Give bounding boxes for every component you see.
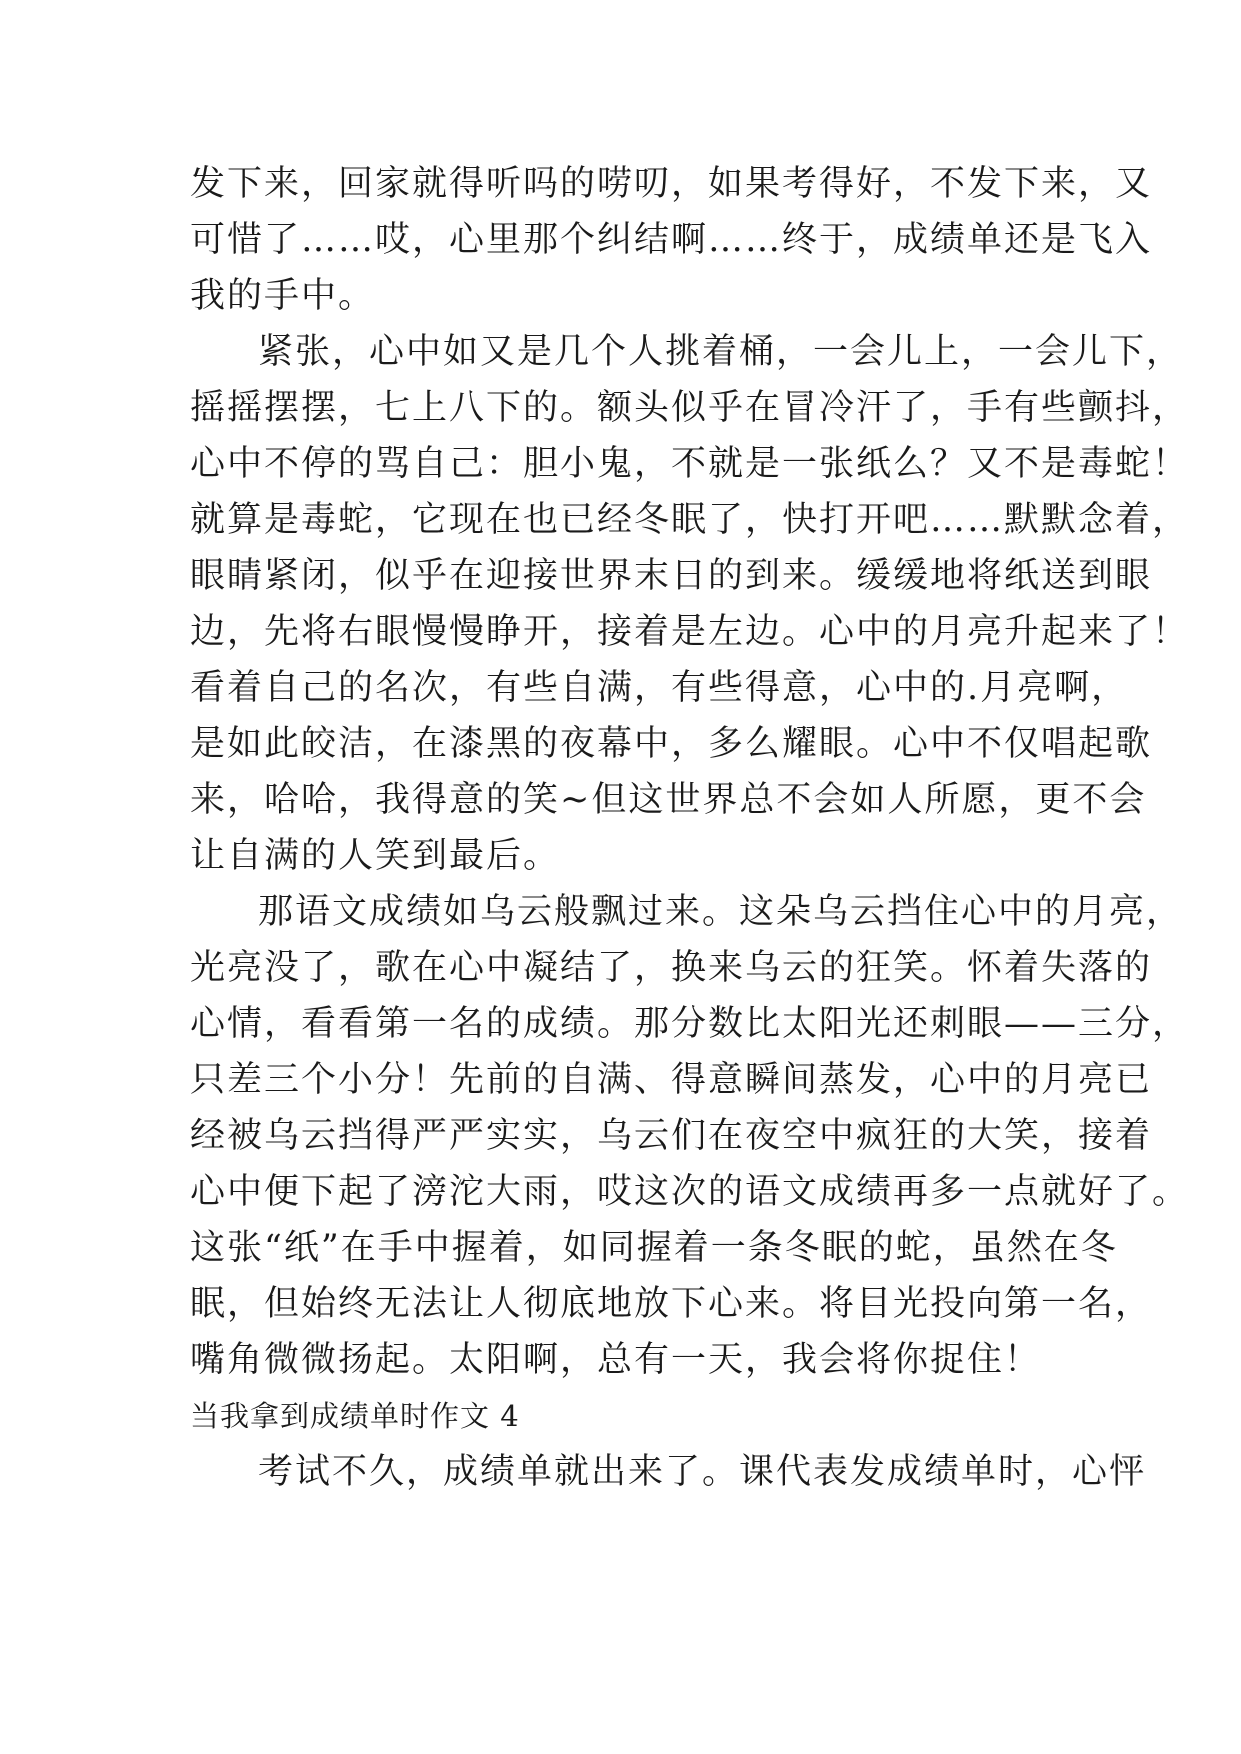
text-line: 来，哈哈，我得意的笑~但这世界总不会如人所愿，更不会 (190, 780, 1147, 820)
text-line: 心中不停的骂自己：胆小鬼，不就是一张纸么？又不是毒蛇！ (190, 444, 1190, 484)
paragraph (190, 1444, 1147, 1500)
paragraph (190, 156, 1153, 324)
text-line: 让自满的人笑到最后。 (190, 836, 561, 876)
text-line: 看着自己的名次，有些自满，有些得意，心中的.月亮啊， (190, 668, 1129, 708)
text-line: 发下来，回家就得听吗的唠叨，如果考得好，不发下来，又 (190, 164, 1153, 204)
text-line: 可惜了……哎，心里那个纠结啊……终于，成绩单还是飞入 (190, 220, 1153, 260)
text-line: 紧张，心中如又是几个人挑着桶，一会儿上，一会儿下， (258, 332, 1184, 372)
section-heading: 当我拿到成绩单时作文 4 (190, 1399, 520, 1433)
text-line: 是如此皎洁，在漆黑的夜幕中，多么耀眼。心中不仅唱起歌 (190, 724, 1153, 764)
text-line: 只差三个小分！先前的自满、得意瞬间蒸发，心中的月亮已 (190, 1060, 1153, 1100)
text-line: 摇摇摆摆，七上八下的。额头似乎在冒冷汗了，手有些颤抖， (190, 388, 1190, 428)
text-line: 那语文成绩如乌云般飘过来。这朵乌云挡住心中的月亮， (258, 892, 1184, 932)
paragraph (190, 884, 1190, 1388)
text-line: 边，先将右眼慢慢睁开，接着是左边。心中的月亮升起来了！ (190, 612, 1190, 652)
paragraph (190, 324, 1190, 884)
document-page (190, 156, 1190, 1500)
text-line: 经被乌云挡得严严实实，乌云们在夜空中疯狂的大笑，接着 (190, 1116, 1153, 1156)
text-line: 光亮没了，歌在心中凝结了，换来乌云的狂笑。怀着失落的 (190, 948, 1153, 988)
text-line: 眼睛紧闭，似乎在迎接世界末日的到来。缓缓地将纸送到眼 (190, 556, 1153, 596)
text-line: 就算是毒蛇，它现在也已经冬眠了，快打开吧……默默念着， (190, 500, 1190, 540)
text-line: 我的手中。 (190, 276, 376, 316)
text-line: 考试不久，成绩单就出来了。课代表发成绩单时，心怦 (258, 1452, 1147, 1492)
text-line: 眠，但始终无法让人彻底地放下心来。将目光投向第一名， (190, 1284, 1153, 1324)
text-line: 心情，看看第一名的成绩。那分数比太阳光还刺眼——三分， (190, 1004, 1190, 1044)
text-line: 心中便下起了滂沱大雨，哎这次的语文成绩再多一点就好了。 (190, 1172, 1190, 1212)
text-line: 这张“纸”在手中握着，如同握着一条冬眠的蛇，虽然在冬 (190, 1228, 1118, 1268)
text-line: 嘴角微微扬起。太阳啊，总有一天，我会将你捉住！ (190, 1340, 1042, 1380)
